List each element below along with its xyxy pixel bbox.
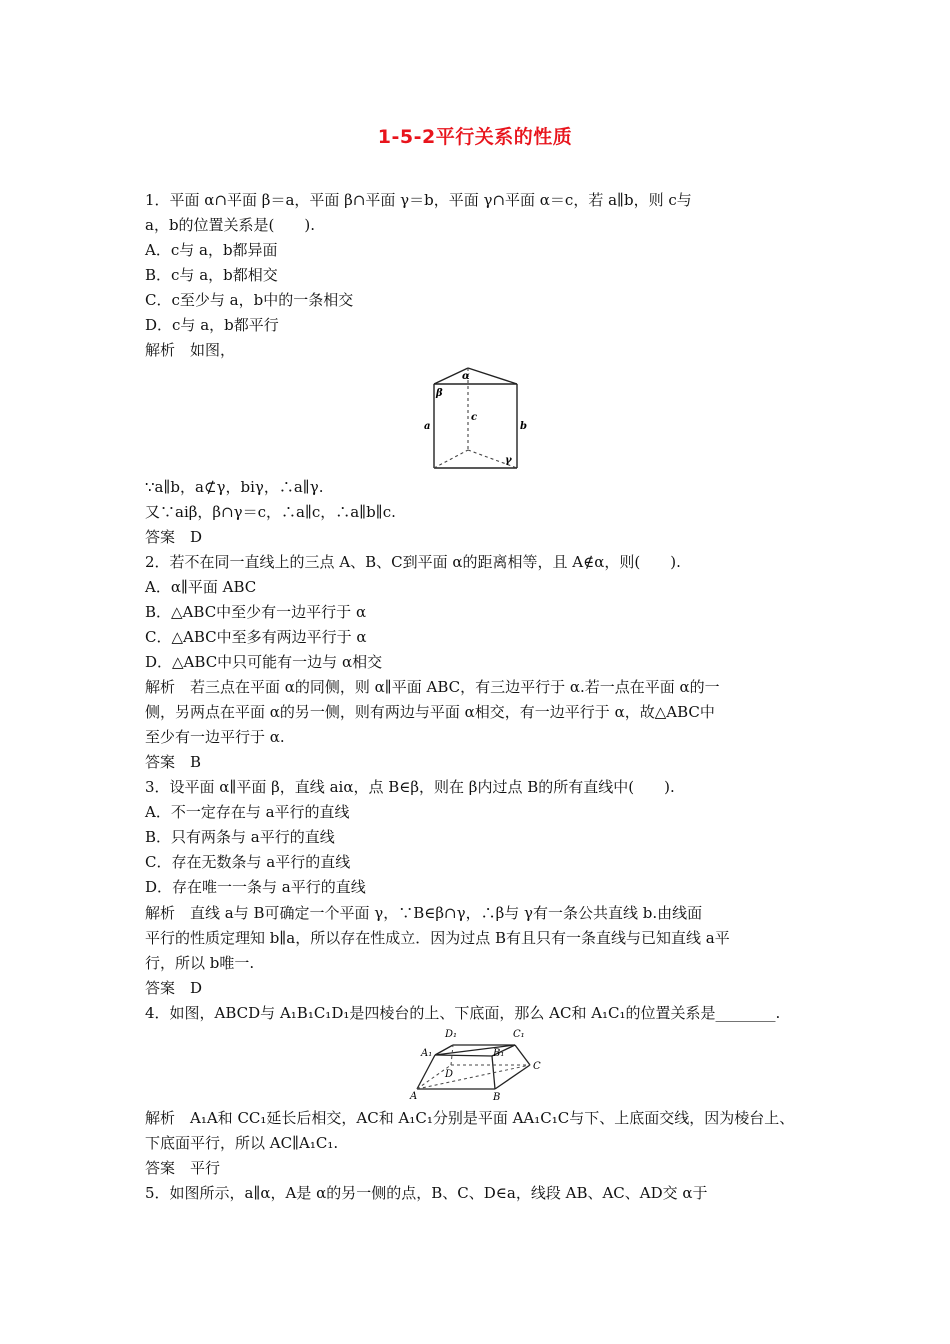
q3-option-d: D．存在唯一一条与 a平行的直线 bbox=[145, 878, 366, 896]
q1-stem-line-2: a，b的位置关系是( ). bbox=[145, 216, 316, 234]
q2-option-c: C．△ABC中至多有两边平行于 α bbox=[145, 628, 367, 646]
q2-option-d: D．△ABC中只可能有一边与 α相交 bbox=[145, 653, 383, 671]
q1-analysis-line-3: 又∵aⅰβ，β∩γ＝c，∴a∥c，∴a∥b∥c. bbox=[145, 503, 396, 521]
q1-option-a: A．c与 a，b都异面 bbox=[145, 241, 278, 259]
label-alpha: α bbox=[462, 371, 470, 382]
prism-figure bbox=[420, 364, 530, 470]
q5-stem: 5．如图所示，a∥α，A是 α的另一侧的点，B、C、D∈a，线段 AB、AC、AD交 α于 bbox=[145, 1184, 708, 1202]
q3-answer: 答案 D bbox=[145, 979, 203, 997]
q2-option-b: B．△ABC中至少有一边平行于 α bbox=[145, 603, 367, 621]
label-a: a bbox=[424, 421, 431, 432]
label-A1: A₁ bbox=[421, 1048, 433, 1059]
label-D1: D₁ bbox=[445, 1029, 458, 1040]
label-B1: B₁ bbox=[493, 1048, 505, 1059]
q2-analysis-line-1: 解析 若三点在平面 α的同侧，则 α∥平面 ABC，有三边平行于 α.若一点在平面 α的一 bbox=[145, 678, 720, 696]
q1-answer: 答案 D bbox=[145, 528, 203, 546]
page-title: 1-5-2平行关系的性质 bbox=[377, 126, 573, 148]
frustum-figure bbox=[405, 1025, 550, 1101]
q2-stem: 2．若不在同一直线上的三点 A、B、C到平面 α的距离相等，且 A∉α，则( ). bbox=[145, 553, 681, 571]
label-c: c bbox=[471, 412, 478, 423]
q2-analysis-line-3: 至少有一边平行于 α. bbox=[145, 728, 285, 746]
q3-option-c: C．存在无数条与 a平行的直线 bbox=[145, 853, 351, 871]
q2-analysis-line-2: 侧，另两点在平面 α的另一侧，则有两边与平面 α相交，有一边平行于 α，故△ABC中 bbox=[145, 703, 715, 721]
q3-option-b: B．只有两条与 a平行的直线 bbox=[145, 828, 335, 846]
q3-analysis-line-1: 解析 直线 a与 B可确定一个平面 γ，∵B∈β∩γ，∴β与 γ有一条公共直线 b.由线面 bbox=[145, 904, 703, 922]
q4-stem: 4．如图，ABCD与 A₁B₁C₁D₁是四棱台的上、下底面，那么 AC和 A₁C₁的位置关系是________. bbox=[145, 1004, 781, 1022]
q3-analysis-line-2: 平行的性质定理知 b∥a，所以存在性成立．因为过点 B有且只有一条直线与已知直线 a平 bbox=[145, 929, 730, 947]
label-C: C bbox=[533, 1061, 541, 1072]
q2-answer: 答案 B bbox=[145, 753, 202, 771]
q1-analysis-line-1: 解析 如图， bbox=[145, 341, 236, 359]
label-B: B bbox=[493, 1092, 501, 1101]
q1-option-c: C．c至少与 a，b中的一条相交 bbox=[145, 291, 354, 309]
q1-analysis-line-2: ∵a∥b，a⊄γ，bⅰγ，∴a∥γ. bbox=[145, 478, 324, 496]
label-gamma: γ bbox=[505, 455, 512, 466]
q4-analysis-line-1: 解析 A₁A和 CC₁延长后相交，AC和 A₁C₁分别是平面 AA₁C₁C与下、上底面交线，因为棱台上、 bbox=[145, 1109, 795, 1127]
q3-option-a: A．不一定存在与 a平行的直线 bbox=[145, 803, 350, 821]
q3-stem: 3．设平面 α∥平面 β，直线 aⅰα，点 B∈β，则在 β内过点 B的所有直线中( ). bbox=[145, 778, 675, 796]
q2-option-a: A．α∥平面 ABC bbox=[145, 578, 257, 596]
q1-stem-line-1: 1．平面 α∩平面 β＝a，平面 β∩平面 γ＝b，平面 γ∩平面 α＝c，若 a∥b，则 c与 bbox=[145, 191, 692, 209]
label-D: D bbox=[445, 1069, 454, 1080]
q1-option-d: D．c与 a，b都平行 bbox=[145, 316, 279, 334]
label-C1: C₁ bbox=[513, 1029, 525, 1040]
label-b: b bbox=[520, 421, 527, 432]
q4-analysis-line-2: 下底面平行，所以 AC∥A₁C₁. bbox=[145, 1134, 339, 1152]
label-A: A bbox=[410, 1091, 418, 1101]
q4-answer: 答案 平行 bbox=[145, 1159, 221, 1177]
label-beta: β bbox=[436, 388, 443, 399]
q1-option-b: B．c与 a，b都相交 bbox=[145, 266, 278, 284]
q3-analysis-line-3: 行，所以 b唯一. bbox=[145, 954, 255, 972]
